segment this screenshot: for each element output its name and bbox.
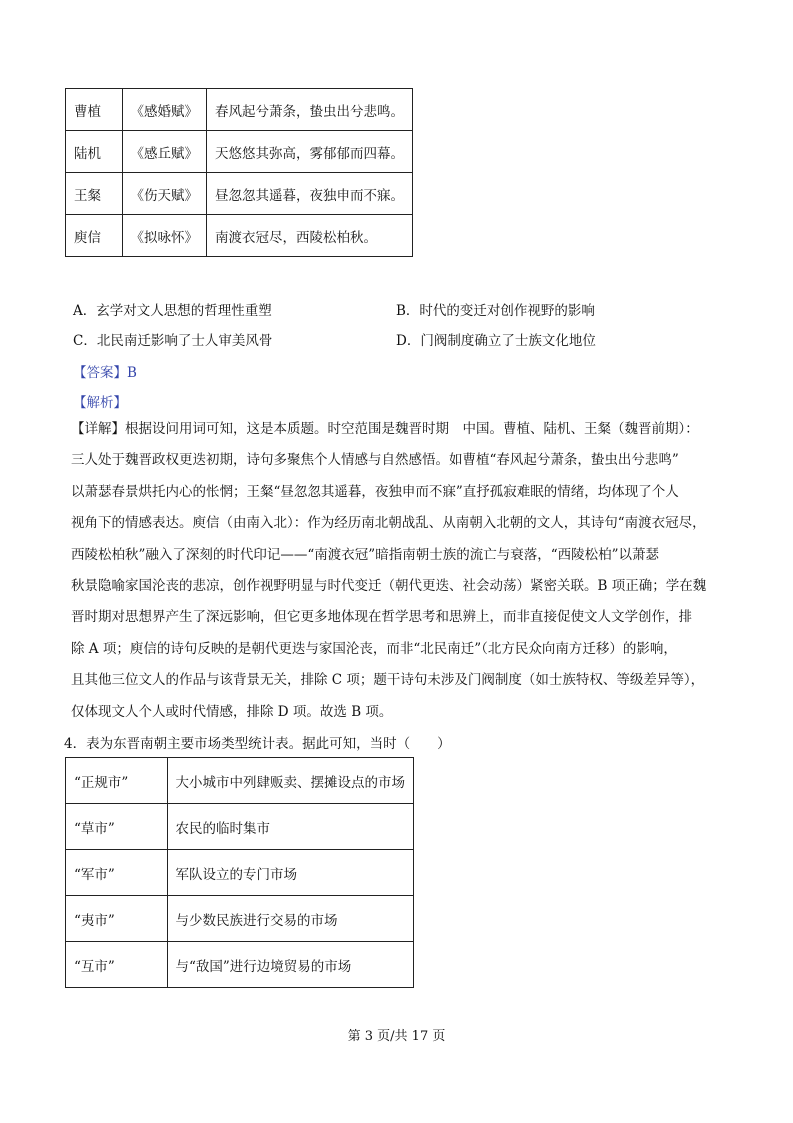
analysis-line: 晋时期对思想界产生了深远影响，但它更多地体现在哲学思考和思辨上，而非直接促使文人文学创作，排 [71,609,692,626]
analysis-line: 【详解】根据设问用词可知，这是本质题。时空范围是魏晋时期 中国。曹植、陆机、王粲（魏晋前期）： [71,421,699,437]
market-table-body [66,758,414,988]
market-row [66,758,414,804]
analysis-line: 且其他三位文人的作品与该背景无关，排除 C 项；题干诗句未涉及门阀制度（如士族特权、等级差异等）， [71,672,705,689]
poem-row [66,131,413,173]
market-row [66,896,414,942]
author-cell: 陆机 [66,131,123,173]
analysis-line: 仅体现文人个人或时代情感，排除 D 项。故选 B 项。 [71,703,393,720]
analysis-line: 西陵松柏秋”融入了深刻的时代印记——“南渡衣冠”暗指南朝士族的流亡与衰落，“西陵松柏”以萧瑟 [71,546,660,563]
work-cell: 《伤天赋》 [122,173,207,215]
verse-cell: 春风起兮萧条，蛰虫出兮悲鸣。 [207,89,413,131]
analysis-line: 三人处于魏晋政权更迭初期，诗句多聚焦个人情感与自然感悟。如曹植“春风起兮萧条，蛰虫出兮悲鸣” [71,452,679,469]
market-desc-cell: 与“敌国”进行边境贸易的市场 [167,942,414,988]
option-b[interactable]: B．时代的变迁对创作视野的影响 [396,303,595,319]
verse-cell: 天悠悠其弥高，雾郁郁而四幕。 [207,131,413,173]
market-type-cell: “夷市” [66,896,168,942]
market-row [66,804,414,850]
author-cell: 庾信 [66,215,123,257]
market-desc-cell: 大小城市中列肆贩卖、摆摊设点的市场 [167,758,414,804]
analysis-line: 视角下的情感表达。庾信（由南入北）：作为经历南北朝战乱、从南朝入北朝的文人，其诗句“南渡衣冠尽， [71,515,706,532]
author-cell: 王粲 [66,173,123,215]
verse-cell: 南渡衣冠尽，西陵松柏秋。 [207,215,413,257]
analysis-line: 以萧瑟春景烘托内心的怅惘；王粲“昼忽忽其遥暮，夜独申而不寐”直抒孤寂难眠的情绪，均体现了个人 [71,483,679,500]
market-type-cell: “正规市” [66,758,168,804]
author-cell: 曹植 [66,89,123,131]
analysis-text [71,414,731,728]
analysis-label: 【解析】 [73,395,127,411]
poem-row [66,89,413,131]
poem-row [66,215,413,257]
market-row [66,850,414,896]
poem-row [66,173,413,215]
verse-cell: 昼忽忽其遥暮，夜独申而不寐。 [207,173,413,215]
market-type-cell: “互市” [66,942,168,988]
question-4-stem: 4．表为东晋南朝主要市场类型统计表。据此可知，当时（ ） [64,736,451,752]
answer-label: 【答案】B [73,365,137,381]
market-desc-cell: 军队设立的专门市场 [167,850,414,896]
page-footer: 第 3 页/共 17 页 [347,1029,446,1044]
work-cell: 《感婚赋》 [122,89,207,131]
market-desc-cell: 农民的临时集市 [167,804,414,850]
analysis-line: 秋景隐喻家国沦丧的悲凉，创作视野明显与时代变迁（朝代更迭、社会动荡）紧密关联。B 项正确；学在魏 [71,578,707,595]
market-table [65,757,414,988]
market-row [66,942,414,988]
poem-table-body [66,89,413,257]
option-d[interactable]: D．门阀制度确立了士族文化地位 [396,333,596,349]
option-a[interactable]: A．玄学对文人思想的哲理性重塑 [73,303,272,319]
market-type-cell: “草市” [66,804,168,850]
analysis-line: 除 A 项；庾信的诗句反映的是朝代更迭与家国沦丧，而非“北民南迁”（北方民众向南方迁移）的影响， [71,640,677,657]
work-cell: 《感丘赋》 [122,131,207,173]
work-cell: 《拟咏怀》 [122,215,207,257]
option-c[interactable]: C．北民南迁影响了士人审美风骨 [73,333,273,349]
market-desc-cell: 与少数民族进行交易的市场 [167,896,414,942]
market-type-cell: “军市” [66,850,168,896]
poem-table [65,88,413,257]
